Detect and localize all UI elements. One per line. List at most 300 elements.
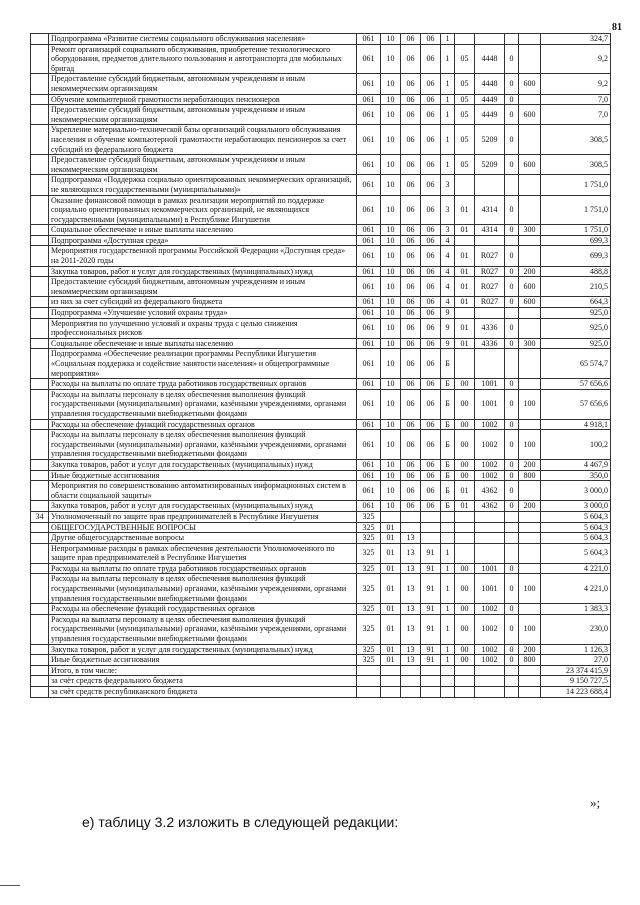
cell-direction-code: 4362 [475, 481, 505, 501]
cell-subprogram-code: Б [441, 501, 455, 512]
cell-subsection-code: 13 [401, 655, 421, 666]
table-row [31, 34, 611, 45]
cell-section-code: 10 [381, 44, 401, 74]
cell-amount: 4 467,9 [541, 459, 611, 470]
cell-row-index [31, 175, 49, 195]
cell-section-code [381, 676, 401, 687]
cell-extra-code: 0 [505, 155, 519, 175]
cell-row-name: Ремонт организаций социального обслуживания, приобретение технологического оборудования, предметов длительного пользования и автотранспорта для мобильных бригад [49, 44, 357, 74]
cell-program-code: 06 [421, 481, 441, 501]
cell-event-code: 00 [455, 574, 475, 604]
cell-amount: 350,0 [541, 470, 611, 481]
table-row [31, 235, 611, 246]
cell-row-index [31, 235, 49, 246]
cell-section-code: 10 [381, 308, 401, 319]
cell-row-index [31, 297, 49, 308]
cell-extra-code: 0 [505, 430, 519, 460]
cell-expense-type-code [519, 419, 541, 430]
table-row [31, 522, 611, 533]
cell-row-name: Расходы на обеспечение функций государственных органов [49, 419, 357, 430]
cell-section-code: 10 [381, 379, 401, 390]
table-row [31, 470, 611, 481]
cell-amount: 1 126,3 [541, 644, 611, 655]
cell-direction-code: 1002 [475, 430, 505, 460]
cell-row-index [31, 105, 49, 125]
cell-row-name: Другие общегосударственные вопросы [49, 533, 357, 544]
cell-expense-type-code [519, 195, 541, 225]
cell-subsection-code: 06 [401, 74, 421, 94]
cell-subsection-code [401, 676, 421, 687]
cell-event-code: 01 [455, 225, 475, 236]
cell-subprogram-code: 4 [441, 297, 455, 308]
table-row [31, 74, 611, 94]
cell-row-index [31, 533, 49, 544]
cell-ministry-code: 061 [357, 44, 381, 74]
cell-row-name: Иные бюджетные ассигнования [49, 470, 357, 481]
cell-subprogram-code: 9 [441, 318, 455, 338]
cell-subprogram-code: Б [441, 389, 455, 419]
cell-subsection-code [401, 687, 421, 698]
cell-subprogram-code: 9 [441, 338, 455, 349]
cell-direction-code: 1002 [475, 419, 505, 430]
cell-extra-code: 0 [505, 574, 519, 604]
cell-ministry-code [357, 676, 381, 687]
cell-row-index [31, 74, 49, 94]
table-row [31, 430, 611, 460]
cell-subprogram-code: Б [441, 459, 455, 470]
cell-row-index [31, 338, 49, 349]
cell-program-code: 06 [421, 470, 441, 481]
cell-subprogram-code: 4 [441, 235, 455, 246]
table-row [31, 481, 611, 501]
cell-subprogram-code [441, 665, 455, 676]
cell-program-code: 06 [421, 225, 441, 236]
cell-ministry-code: 061 [357, 195, 381, 225]
cell-direction-code: 1002 [475, 459, 505, 470]
cell-direction-code: 4448 [475, 44, 505, 74]
cell-row-index [31, 266, 49, 277]
cell-direction-code: 1002 [475, 655, 505, 666]
table-row [31, 94, 611, 105]
cell-program-code: 06 [421, 419, 441, 430]
cell-amount: 65 574,7 [541, 349, 611, 379]
cell-row-name: Расходы на выплаты по оплате труда работников государственных органов [49, 379, 357, 390]
cell-extra-code [505, 543, 519, 563]
cell-amount: 3 000,0 [541, 501, 611, 512]
cell-program-code: 91 [421, 655, 441, 666]
cell-ministry-code: 325 [357, 604, 381, 615]
cell-amount: 1 383,3 [541, 604, 611, 615]
cell-row-name: ОБЩЕГОСУДАРСТВЕННЫЕ ВОПРОСЫ [49, 522, 357, 533]
cell-subprogram-code: 1 [441, 94, 455, 105]
cell-amount: 7,0 [541, 105, 611, 125]
cell-program-code: 06 [421, 125, 441, 155]
cell-row-index [31, 655, 49, 666]
cell-program-code: 06 [421, 297, 441, 308]
cell-expense-type-code [519, 665, 541, 676]
cell-program-code: 06 [421, 308, 441, 319]
cell-direction-code: 1001 [475, 574, 505, 604]
cell-section-code: 10 [381, 501, 401, 512]
cell-direction-code [475, 175, 505, 195]
cell-row-index [31, 94, 49, 105]
cell-event-code: 01 [455, 246, 475, 266]
cell-extra-code [505, 308, 519, 319]
cell-row-index [31, 277, 49, 297]
cell-row-name: Предоставление субсидий бюджетным, автономным учреждениям и иным некоммерческим организациям [49, 74, 357, 94]
cell-subsection-code: 06 [401, 338, 421, 349]
cell-program-code [421, 687, 441, 698]
cell-extra-code [505, 349, 519, 379]
cell-subsection-code: 13 [401, 604, 421, 615]
cell-subprogram-code: 1 [441, 655, 455, 666]
cell-expense-type-code [519, 676, 541, 687]
cell-event-code: 05 [455, 155, 475, 175]
cell-program-code: 06 [421, 338, 441, 349]
cell-subprogram-code [441, 511, 455, 522]
cell-program-code: 06 [421, 318, 441, 338]
cell-ministry-code: 325 [357, 655, 381, 666]
table-row [31, 308, 611, 319]
cell-subprogram-code: 1 [441, 563, 455, 574]
cell-ministry-code: 325 [357, 533, 381, 544]
cell-subsection-code: 06 [401, 155, 421, 175]
cell-direction-code: 4449 [475, 105, 505, 125]
table-row [31, 389, 611, 419]
cell-subsection-code: 13 [401, 574, 421, 604]
cell-event-code: 01 [455, 338, 475, 349]
cell-row-name: Оказание финансовой помощи в рамках реализации мероприятий по поддержке социально ориентированных некоммерческих организаций, не являющихся государственными (муниципальными) в Республике Ингушетия [49, 195, 357, 225]
cell-extra-code: 0 [505, 94, 519, 105]
cell-direction-code: 4314 [475, 195, 505, 225]
table-row [31, 175, 611, 195]
cell-ministry-code: 325 [357, 522, 381, 533]
cell-event-code: 00 [455, 430, 475, 460]
cell-row-index [31, 687, 49, 698]
cell-direction-code [475, 665, 505, 676]
cell-subsection-code: 06 [401, 470, 421, 481]
cell-event-code [455, 308, 475, 319]
cell-row-name: за счёт средств республиканского бюджета [49, 687, 357, 698]
cell-program-code: 06 [421, 389, 441, 419]
cell-event-code: 00 [455, 563, 475, 574]
cell-direction-code [475, 687, 505, 698]
cell-section-code: 10 [381, 246, 401, 266]
cell-extra-code [505, 522, 519, 533]
cell-subprogram-code: 1 [441, 34, 455, 45]
cell-subprogram-code: 4 [441, 246, 455, 266]
cell-amount: 4 918,1 [541, 419, 611, 430]
cell-row-index: 34 [31, 511, 49, 522]
cell-extra-code: 0 [505, 459, 519, 470]
cell-expense-type-code: 100 [519, 574, 541, 604]
cell-ministry-code: 325 [357, 574, 381, 604]
cell-extra-code: 0 [505, 246, 519, 266]
cell-subprogram-code: Б [441, 430, 455, 460]
table-row [31, 125, 611, 155]
cell-subsection-code: 13 [401, 533, 421, 544]
cell-row-name: Мероприятия по улучшению условий и охраны труда с целью снижения профессиональных рисков [49, 318, 357, 338]
cell-section-code: 10 [381, 74, 401, 94]
cell-row-index [31, 195, 49, 225]
cell-subprogram-code: Б [441, 379, 455, 390]
cell-amount: 308,5 [541, 155, 611, 175]
cell-subprogram-code: 1 [441, 155, 455, 175]
cell-row-index [31, 665, 49, 676]
table-row [31, 459, 611, 470]
cell-extra-code: 0 [505, 297, 519, 308]
cell-amount: 1 751,0 [541, 175, 611, 195]
cell-program-code: 91 [421, 543, 441, 563]
cell-section-code: 10 [381, 235, 401, 246]
cell-section-code: 01 [381, 644, 401, 655]
cell-amount: 57 656,6 [541, 379, 611, 390]
cell-amount: 1 751,0 [541, 225, 611, 236]
cell-amount: 3 000,0 [541, 481, 611, 501]
cell-extra-code: 0 [505, 655, 519, 666]
cell-subsection-code: 06 [401, 389, 421, 419]
cell-expense-type-code [519, 604, 541, 615]
cell-row-index [31, 459, 49, 470]
cell-event-code: 01 [455, 318, 475, 338]
cell-subprogram-code: 3 [441, 225, 455, 236]
table-row [31, 225, 611, 236]
cell-direction-code: R027 [475, 246, 505, 266]
cell-event-code [455, 349, 475, 379]
cell-expense-type-code: 300 [519, 225, 541, 236]
cell-expense-type-code [519, 522, 541, 533]
cell-expense-type-code [519, 533, 541, 544]
cell-event-code: 05 [455, 74, 475, 94]
cell-direction-code: 1001 [475, 389, 505, 419]
cell-section-code: 10 [381, 459, 401, 470]
cell-ministry-code: 061 [357, 266, 381, 277]
cell-subprogram-code: 1 [441, 105, 455, 125]
cell-extra-code: 0 [505, 225, 519, 236]
cell-row-index [31, 614, 49, 644]
cell-direction-code: R027 [475, 297, 505, 308]
cell-expense-type-code: 200 [519, 501, 541, 512]
cell-amount: 210,5 [541, 277, 611, 297]
cell-ministry-code: 061 [357, 246, 381, 266]
cell-row-name: Предоставление субсидий бюджетным, автономным учреждениям и иным некоммерческим организациям [49, 277, 357, 297]
cell-ministry-code: 061 [357, 430, 381, 460]
table-row [31, 419, 611, 430]
table-row [31, 266, 611, 277]
cell-extra-code: 0 [505, 481, 519, 501]
cell-subprogram-code: 1 [441, 543, 455, 563]
cell-row-name: Непрограммные расходы в рамках обеспечения деятельности Уполномоченного по защите прав предпринимателей в Республике Ингушетия [49, 543, 357, 563]
cell-event-code [455, 34, 475, 45]
cell-subprogram-code: 1 [441, 644, 455, 655]
cell-program-code: 06 [421, 266, 441, 277]
cell-expense-type-code: 600 [519, 105, 541, 125]
cell-expense-type-code [519, 235, 541, 246]
cell-direction-code: 1001 [475, 563, 505, 574]
cell-ministry-code: 061 [357, 297, 381, 308]
cell-row-index [31, 574, 49, 604]
cell-section-code: 10 [381, 195, 401, 225]
cell-subsection-code: 13 [401, 563, 421, 574]
cell-extra-code: 0 [505, 563, 519, 574]
cell-program-code: 06 [421, 459, 441, 470]
cell-program-code: 06 [421, 74, 441, 94]
cell-amount: 664,3 [541, 297, 611, 308]
table-row [31, 563, 611, 574]
cell-direction-code: 5209 [475, 125, 505, 155]
cell-event-code: 01 [455, 297, 475, 308]
cell-row-name: Закупка товаров, работ и услуг для государственных (муниципальных) нужд [49, 644, 357, 655]
cell-expense-type-code [519, 318, 541, 338]
cell-subprogram-code: 3 [441, 175, 455, 195]
cell-program-code: 06 [421, 155, 441, 175]
cell-subsection-code: 06 [401, 379, 421, 390]
amendment-instruction: е) таблицу 3.2 изложить в следующей редакции: [82, 814, 399, 830]
cell-expense-type-code [519, 543, 541, 563]
cell-subprogram-code: 4 [441, 266, 455, 277]
cell-ministry-code: 325 [357, 563, 381, 574]
cell-row-index [31, 349, 49, 379]
cell-row-index [31, 246, 49, 266]
cell-amount: 324,7 [541, 34, 611, 45]
cell-section-code: 10 [381, 349, 401, 379]
cell-subsection-code: 06 [401, 277, 421, 297]
cell-subsection-code: 06 [401, 318, 421, 338]
cell-section-code: 01 [381, 522, 401, 533]
cell-ministry-code: 061 [357, 379, 381, 390]
cell-row-name: Мероприятия государственной программы Российской Федерации «Доступная среда» на 2011-2020 годы [49, 246, 357, 266]
table-row [31, 105, 611, 125]
cell-ministry-code: 061 [357, 481, 381, 501]
cell-row-name: Мероприятия по совершенствованию автоматизированных информационных систем в области социальной защиты» [49, 481, 357, 501]
cell-amount: 23 374 415,9 [541, 665, 611, 676]
cell-row-index [31, 318, 49, 338]
budget-table [30, 33, 611, 698]
cell-amount: 488,8 [541, 266, 611, 277]
cell-program-code [421, 665, 441, 676]
cell-program-code: 06 [421, 430, 441, 460]
cell-program-code: 06 [421, 44, 441, 74]
cell-event-code: 05 [455, 125, 475, 155]
cell-subsection-code: 13 [401, 543, 421, 563]
cell-amount: 4 221,0 [541, 574, 611, 604]
cell-row-index [31, 225, 49, 236]
cell-expense-type-code: 100 [519, 614, 541, 644]
cell-section-code: 01 [381, 543, 401, 563]
cell-ministry-code: 061 [357, 470, 381, 481]
cell-row-index [31, 430, 49, 460]
cell-ministry-code: 061 [357, 94, 381, 105]
cell-section-code: 10 [381, 175, 401, 195]
cell-event-code [455, 175, 475, 195]
table-row [31, 155, 611, 175]
cell-subprogram-code [441, 533, 455, 544]
cell-row-index [31, 389, 49, 419]
cell-amount: 9 150 727,5 [541, 676, 611, 687]
table-row [31, 318, 611, 338]
cell-row-name: Расходы на выплаты персоналу в целях обеспечения выполнения функций государственными (муниципальными) органами, казёнными учреждениями, органами управления государственными внебюджетными фондами [49, 614, 357, 644]
cell-row-index [31, 419, 49, 430]
cell-event-code: 00 [455, 644, 475, 655]
cell-extra-code: 0 [505, 277, 519, 297]
cell-direction-code: 4336 [475, 338, 505, 349]
cell-expense-type-code: 200 [519, 644, 541, 655]
cell-event-code: 01 [455, 266, 475, 277]
cell-subsection-code: 06 [401, 481, 421, 501]
closing-quote: »; [590, 795, 601, 810]
table-row [31, 574, 611, 604]
cell-amount: 230,0 [541, 614, 611, 644]
cell-event-code [455, 511, 475, 522]
cell-subsection-code: 06 [401, 225, 421, 236]
table-row [31, 349, 611, 379]
cell-amount: 100,2 [541, 430, 611, 460]
cell-event-code [455, 235, 475, 246]
cell-row-name: Обучение компьютерной грамотности неработающих пенсионеров [49, 94, 357, 105]
cell-ministry-code: 061 [357, 338, 381, 349]
cell-extra-code: 0 [505, 470, 519, 481]
cell-row-index [31, 644, 49, 655]
cell-subprogram-code: 1 [441, 574, 455, 604]
cell-section-code: 01 [381, 655, 401, 666]
cell-section-code: 01 [381, 563, 401, 574]
cell-direction-code: 1001 [475, 379, 505, 390]
cell-amount: 5 604,3 [541, 522, 611, 533]
cell-ministry-code: 061 [357, 459, 381, 470]
cell-program-code: 91 [421, 644, 441, 655]
cell-program-code: 06 [421, 175, 441, 195]
cell-row-name: Итого, в том числе: [49, 665, 357, 676]
cell-subsection-code [401, 522, 421, 533]
table-row [31, 676, 611, 687]
table-row [31, 195, 611, 225]
cell-section-code: 10 [381, 389, 401, 419]
table-row [31, 604, 611, 615]
cell-subsection-code: 06 [401, 175, 421, 195]
cell-direction-code: 4336 [475, 318, 505, 338]
cell-expense-type-code [519, 349, 541, 379]
cell-expense-type-code: 100 [519, 430, 541, 460]
cell-direction-code: 1002 [475, 614, 505, 644]
cell-subprogram-code: 1 [441, 125, 455, 155]
cell-subsection-code: 06 [401, 246, 421, 266]
cell-expense-type-code [519, 246, 541, 266]
cell-row-name: Закупка товаров, работ и услуг для государственных (муниципальных) нужд [49, 266, 357, 277]
cell-ministry-code: 325 [357, 614, 381, 644]
cell-row-name: Подпрограмма «Доступная среда» [49, 235, 357, 246]
cell-direction-code [475, 543, 505, 563]
cell-row-name: за счёт средств федерального бюджета [49, 676, 357, 687]
cell-row-name: Предоставление субсидий бюджетным, автономным учреждениям и иным некоммерческим организациям [49, 155, 357, 175]
cell-extra-code [505, 34, 519, 45]
cell-subsection-code: 06 [401, 125, 421, 155]
cell-direction-code: R027 [475, 277, 505, 297]
cell-expense-type-code [519, 94, 541, 105]
cell-direction-code: 1002 [475, 644, 505, 655]
cell-extra-code: 0 [505, 44, 519, 74]
cell-ministry-code: 325 [357, 511, 381, 522]
cell-extra-code: 0 [505, 338, 519, 349]
cell-extra-code: 0 [505, 389, 519, 419]
cell-event-code: 01 [455, 195, 475, 225]
cell-program-code: 06 [421, 105, 441, 125]
cell-extra-code: 0 [505, 105, 519, 125]
table-row [31, 297, 611, 308]
cell-section-code: 10 [381, 266, 401, 277]
cell-extra-code: 0 [505, 318, 519, 338]
cell-ministry-code: 061 [357, 419, 381, 430]
cell-expense-type-code: 800 [519, 655, 541, 666]
